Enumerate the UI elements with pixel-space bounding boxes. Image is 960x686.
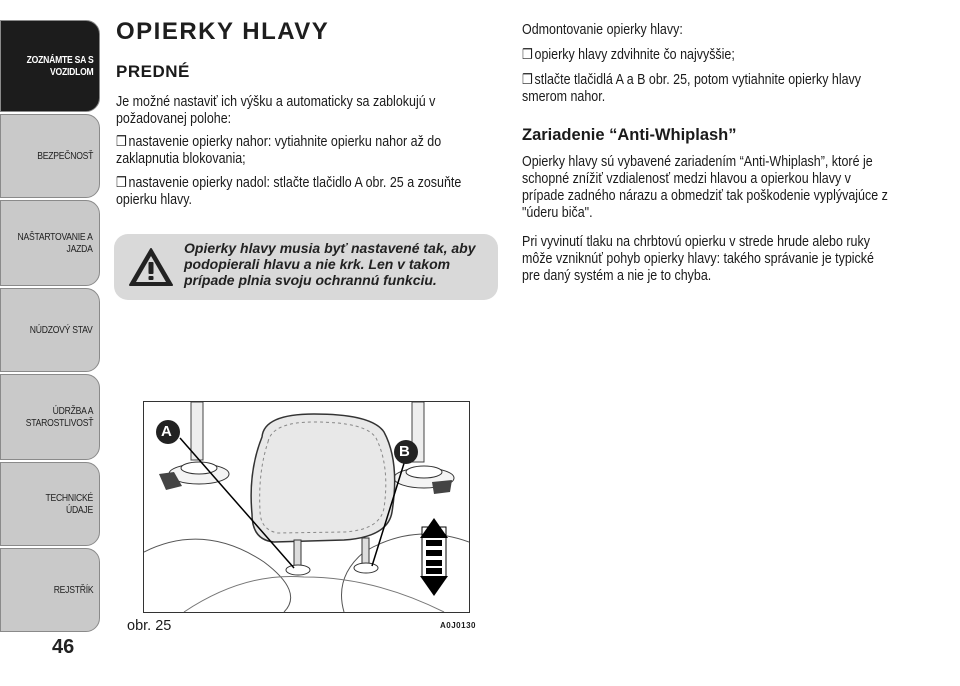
removal-title: Odmontovanie opierky hlavy: (522, 22, 683, 38)
page-title: OPIERKY HLAVY (116, 18, 330, 45)
tab-label: BEZPEČNOSŤ (37, 150, 93, 162)
list-item: ❒ stlačte tlačidlá A a B obr. 25, potom vytiahnite opierky hlavy smerom nahor. (522, 71, 862, 105)
checkbox-bullet-icon: ❒ (116, 133, 127, 149)
headrest-illustration (144, 402, 469, 612)
callout-a-label: A (161, 423, 172, 440)
tab-label: ZOZNÁMTE SA S VOZIDLOM (26, 54, 93, 78)
tab-label: ÚDRŽBA A STAROSTLIVOSŤ (25, 405, 93, 429)
tab-maintenance[interactable] (0, 374, 100, 460)
checkbox-bullet-icon: ❒ (522, 46, 533, 62)
warning-box (114, 234, 498, 300)
intro-paragraph: Je možné nastaviť ich výšku a automaticky sa zablokujú v požadovanej polohe: (116, 94, 436, 127)
tab-label: NÚDZOVÝ STAV (30, 324, 93, 336)
tab-label: NAŠTARTOVANIE A JAZDA (17, 231, 93, 255)
figure-caption: obr. 25 (127, 618, 172, 634)
tab-safety[interactable] (0, 114, 100, 198)
callout-b-label: B (399, 443, 410, 460)
tab-technical-data[interactable] (0, 462, 100, 546)
tab-label: REJSTŘÍK (53, 584, 93, 596)
tab-label: TECHNICKÉ ÚDAJE (45, 492, 93, 516)
list-item: ❒ opierky hlavy zdvihnite čo najvyššie; (522, 46, 735, 63)
figure-headrest (143, 401, 470, 613)
section-subtitle: PREDNÉ (116, 62, 190, 81)
tab-starting-driving[interactable] (0, 200, 100, 286)
section-title-anti-whiplash: Zariadenie “Anti-Whiplash” (522, 126, 737, 144)
checkbox-bullet-icon: ❒ (522, 71, 533, 87)
warning-triangle-icon (128, 247, 174, 287)
paragraph: Opierky hlavy sú vybavené zariadením “Anti-Whiplash”, ktoré je schopné znížiť vzdialenosť medzi hlavou a opierkou hlavy v prípade zadného nárazu a obmedziť tak poškodenie vyplývajúce z "úderu biča". (522, 154, 888, 221)
list-item: ❒ nastavenie opierky nahor: vytiahnite opierku nahor až do zaklapnutia blokovania; (116, 133, 442, 167)
tab-index[interactable] (0, 548, 100, 632)
warning-text: Opierky hlavy musia byť nastavené tak, aby podopierali hlavu a nie krk. Len v takom prípade plnia svoju ochrannú funkciu. (184, 240, 476, 288)
page-number: 46 (52, 636, 75, 658)
list-item: ❒ nastavenie opierky nadol: stlačte tlačidlo A obr. 25 a zosuňte opierku hlavy. (116, 174, 462, 208)
tab-emergency[interactable] (0, 288, 100, 372)
tab-meet-the-car[interactable] (0, 20, 100, 112)
figure-code: A0J0130 (440, 621, 476, 630)
checkbox-bullet-icon: ❒ (116, 174, 127, 190)
paragraph: Pri vyvinutí tlaku na chrbtovú opierku v strede hrude alebo ruky môže vzniknúť pohyb opierky hlavy: takého správanie je typické pre daný systém a nie je to chyba. (522, 234, 874, 284)
